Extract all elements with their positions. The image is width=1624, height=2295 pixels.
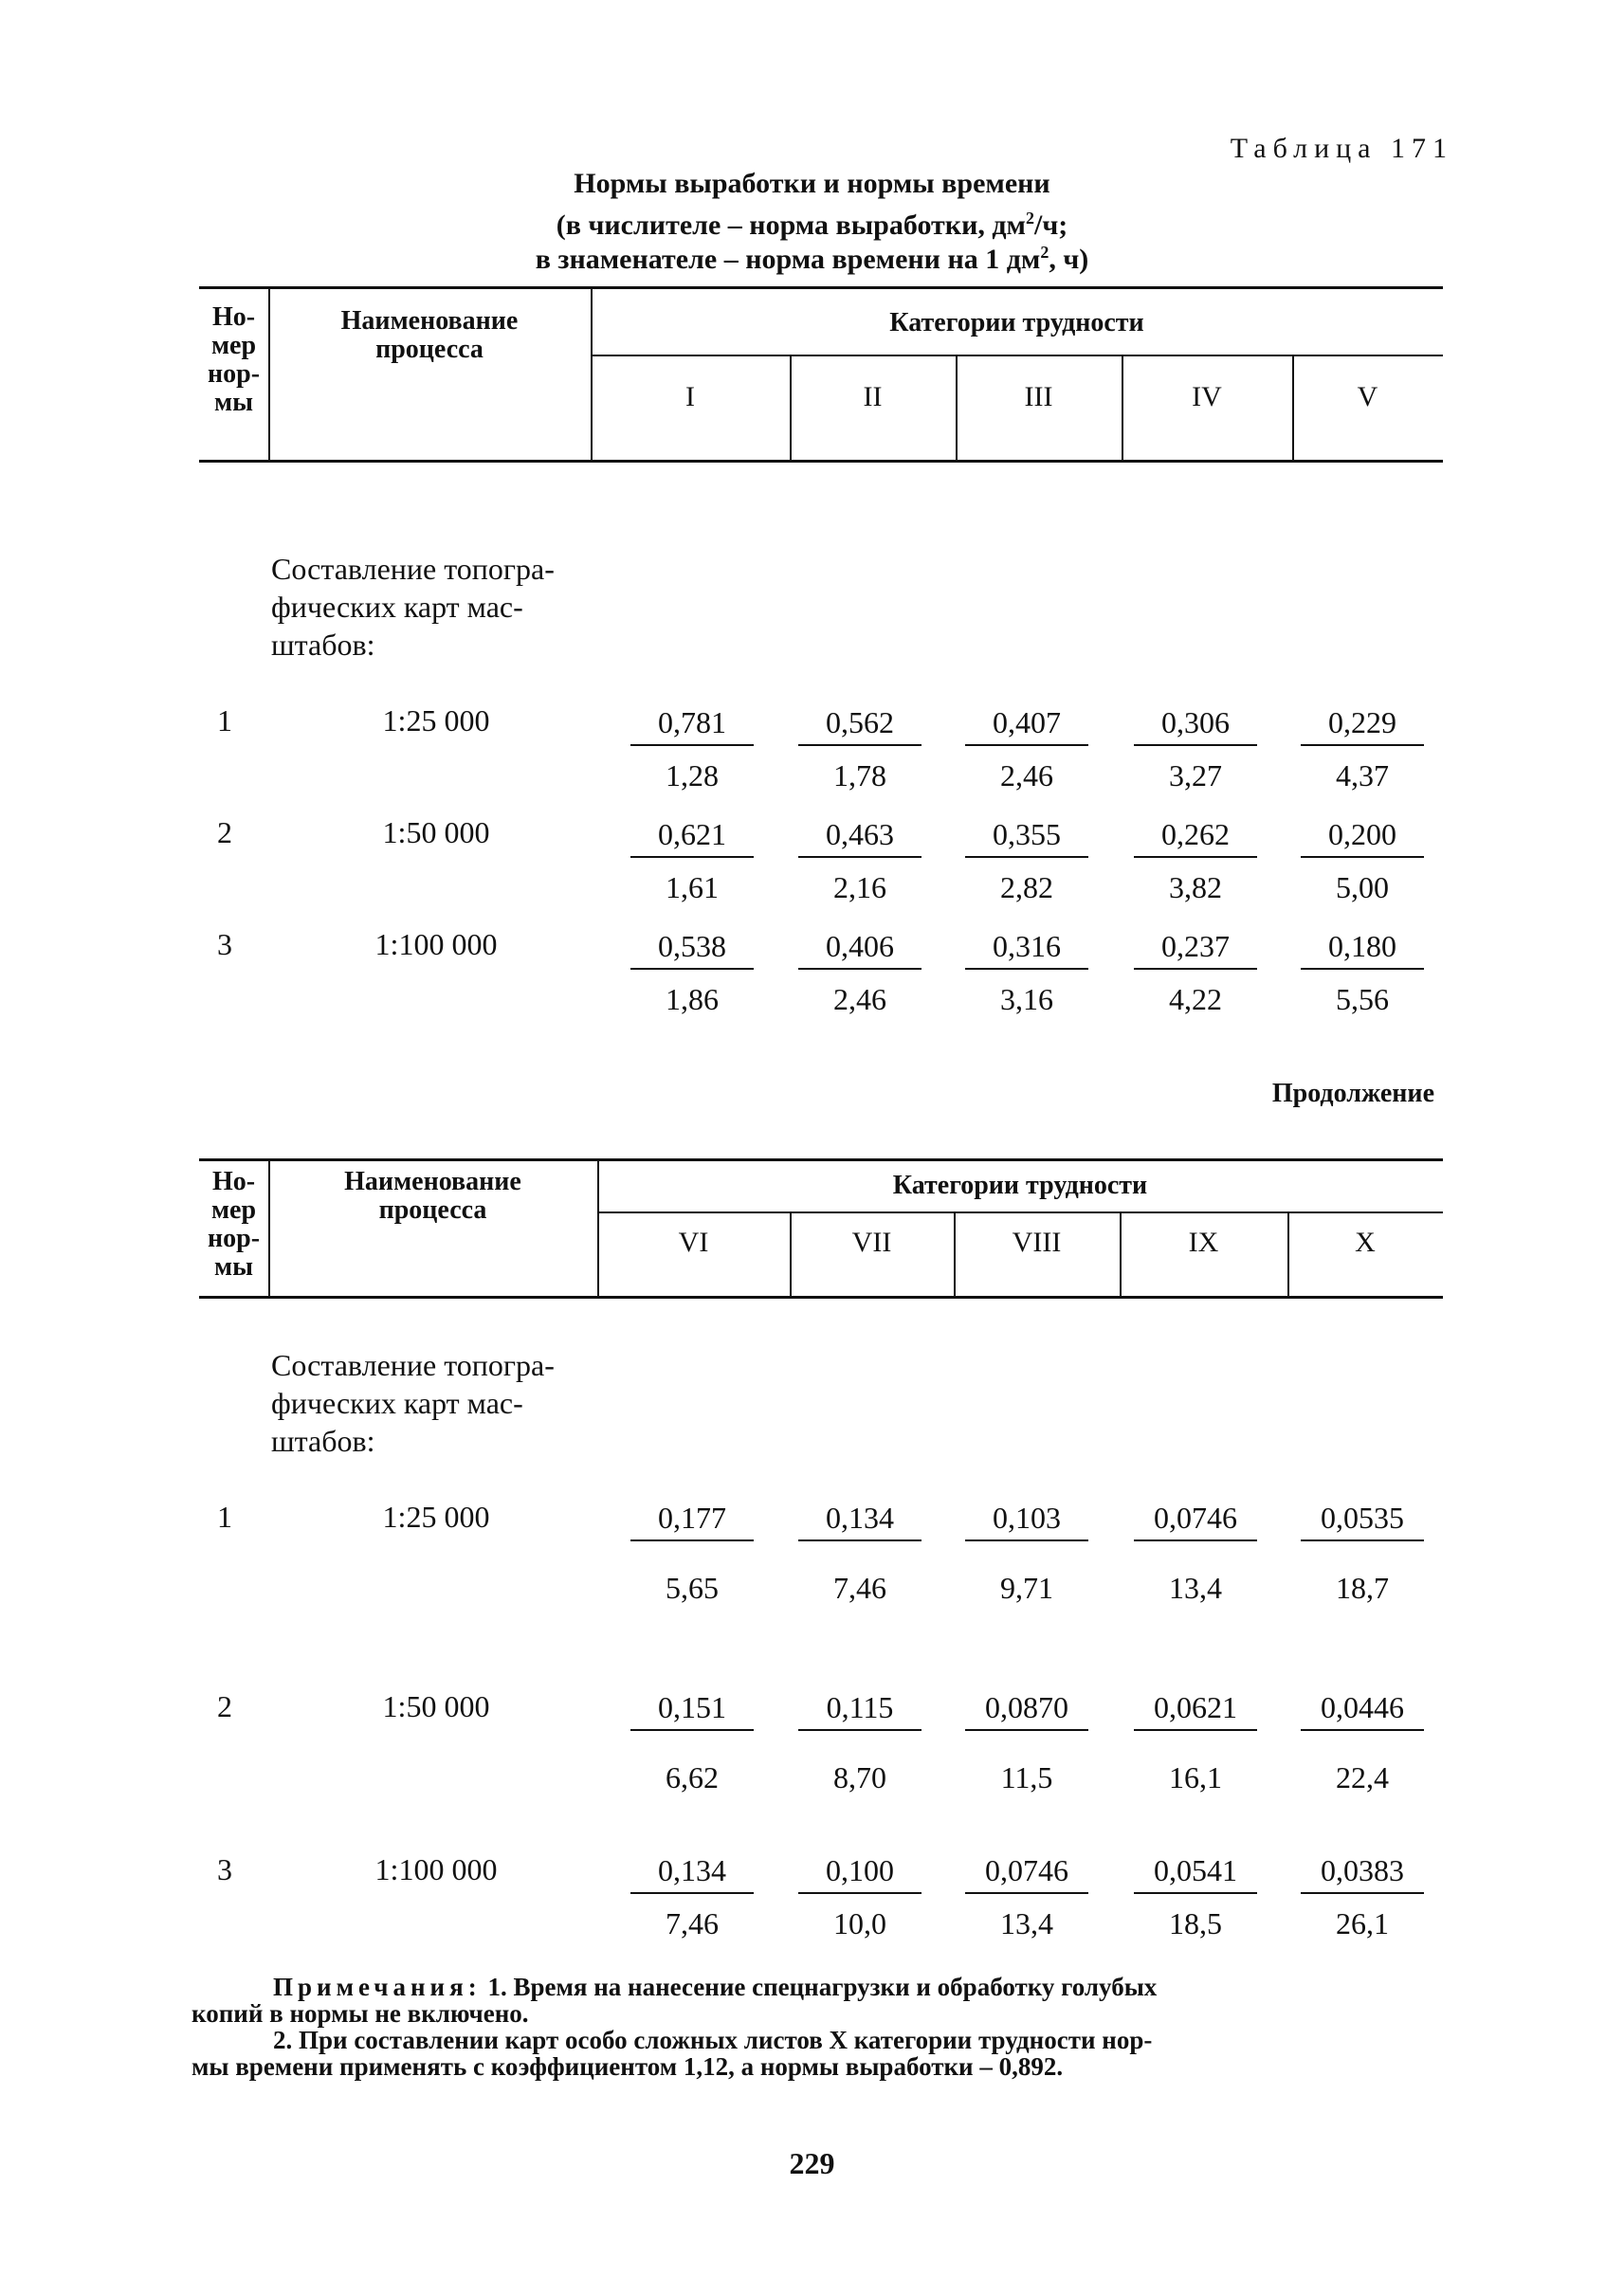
table-subtitle-numerator: (в числителе – норма выработки, $дм^2/ч$; (556, 209, 1068, 241)
value-cell: $\frac{0,229}{4,37}$ (1301, 701, 1424, 797)
value-cell: $\frac{0,0446}{22,4}$ (1301, 1685, 1424, 1799)
row-number: 1 (217, 1500, 232, 1534)
category-X: X (1355, 1227, 1376, 1258)
value-cell: $\frac{0,0535}{18,7}$ (1301, 1496, 1424, 1610)
category-VII: VII (851, 1227, 892, 1258)
row-number: 1 (217, 703, 232, 738)
value-cell: $\frac{0,100}{10,0}$ (798, 1849, 921, 1945)
value-cell: $\frac{0,407}{2,46}$ (965, 701, 1088, 797)
notes-label: Примечания: (273, 1973, 482, 2001)
value-cell: $\frac{0,134}{7,46}$ (798, 1496, 921, 1610)
value-cell: $\frac{0,0621}{16,1}$ (1134, 1685, 1257, 1799)
value-cell: $\frac{0,406}{2,46}$ (798, 924, 921, 1021)
table-label: Таблица 171 (1230, 133, 1453, 164)
value-cell: $\frac{0,151}{6,62}$ (630, 1685, 754, 1799)
notes: Примечания: 1. Время на нанесение спецнагрузки и обработку голубых копий в нормы не включено. 2. При составлении карт особо сложных листов X категории трудности нор- мы времени применять с коэффициентом 1,12, а нормы выработки – 0,892. (192, 1973, 1158, 2081)
row-number: 2 (217, 815, 232, 849)
continuation-label: Продолжение (1271, 1079, 1434, 1108)
header-process-label: Наименование процесса (344, 1167, 521, 1225)
value-cell: $\frac{0,237}{4,22}$ (1134, 924, 1257, 1021)
row-scale: 1:100 000 (374, 927, 498, 961)
header-process-label: Наименование процесса (340, 306, 519, 364)
value-cell: $\frac{0,0746}{13,4}$ (965, 1849, 1088, 1945)
table-header (199, 286, 1443, 463)
row-number: 3 (217, 1852, 232, 1886)
category-IV: IV (1192, 381, 1222, 412)
value-cell: $\frac{0,177}{5,65}$ (630, 1496, 754, 1610)
value-cell: $\frac{0,355}{2,82}$ (965, 812, 1088, 909)
row-scale: 1:100 000 (374, 1852, 498, 1886)
value-cell: $\frac{0,262}{3,82}$ (1134, 812, 1257, 909)
category-IX: IX (1188, 1227, 1219, 1258)
table-subtitle-denominator: в знаменателе – норма времени на 1 $дм^2$, ч) (535, 243, 1089, 275)
value-cell: $\frac{0,316}{3,16}$ (965, 924, 1088, 1021)
value-cell: $\frac{0,200}{5,00}$ (1301, 812, 1424, 909)
category-V: V (1357, 381, 1378, 412)
table-header-continued (199, 1158, 1443, 1299)
category-II: II (863, 381, 883, 412)
category-III: III (1024, 381, 1053, 412)
value-cell: $\frac{0,0541}{18,5}$ (1134, 1849, 1257, 1945)
value-cell: $\frac{0,621}{1,61}$ (630, 812, 754, 909)
process-description: Составление топогра- фических карт мас- штабов: (271, 552, 555, 662)
value-cell: $\frac{0,538}{1,86}$ (630, 924, 754, 1021)
value-cell: $\frac{0,562}{1,78}$ (798, 701, 921, 797)
row-scale: 1:50 000 (382, 815, 490, 849)
header-number-label: Но- мер нор- мы (207, 302, 261, 417)
value-cell: $\frac{0,463}{2,16}$ (798, 812, 921, 909)
value-cell: $\frac{0,180}{5,56}$ (1301, 924, 1424, 1021)
header-categories-label: Категории трудности (889, 308, 1144, 337)
value-cell: $\frac{0,0870}{11,5}$ (965, 1685, 1088, 1799)
category-VIII: VIII (1012, 1227, 1062, 1258)
row-number: 2 (217, 1689, 232, 1723)
page-number: 229 (789, 2146, 835, 2180)
value-cell: $\frac{0,134}{7,46}$ (630, 1849, 754, 1945)
value-cell: $\frac{0,115}{8,70}$ (798, 1685, 921, 1799)
value-cell: $\frac{0,781}{1,28}$ (630, 701, 754, 797)
row-number: 3 (217, 927, 232, 961)
category-VI: VI (678, 1227, 709, 1258)
row-scale: 1:25 000 (382, 1500, 490, 1534)
category-I: I (685, 381, 695, 412)
value-cell: $\frac{0,0383}{26,1}$ (1301, 1849, 1424, 1945)
header-number-label: Но- мер нор- мы (207, 1167, 261, 1282)
value-cell: $\frac{0,103}{9,71}$ (965, 1496, 1088, 1610)
value-cell: $\frac{0,306}{3,27}$ (1134, 701, 1257, 797)
process-description: Составление топогра- фических карт мас- штабов: (271, 1348, 555, 1458)
row-scale: 1:25 000 (382, 703, 490, 738)
row-scale: 1:50 000 (382, 1689, 490, 1723)
table-title: Нормы выработки и нормы времени (574, 168, 1050, 199)
header-categories-label: Категории трудности (892, 1171, 1148, 1200)
value-cell: $\frac{0,0746}{13,4}$ (1134, 1496, 1257, 1610)
